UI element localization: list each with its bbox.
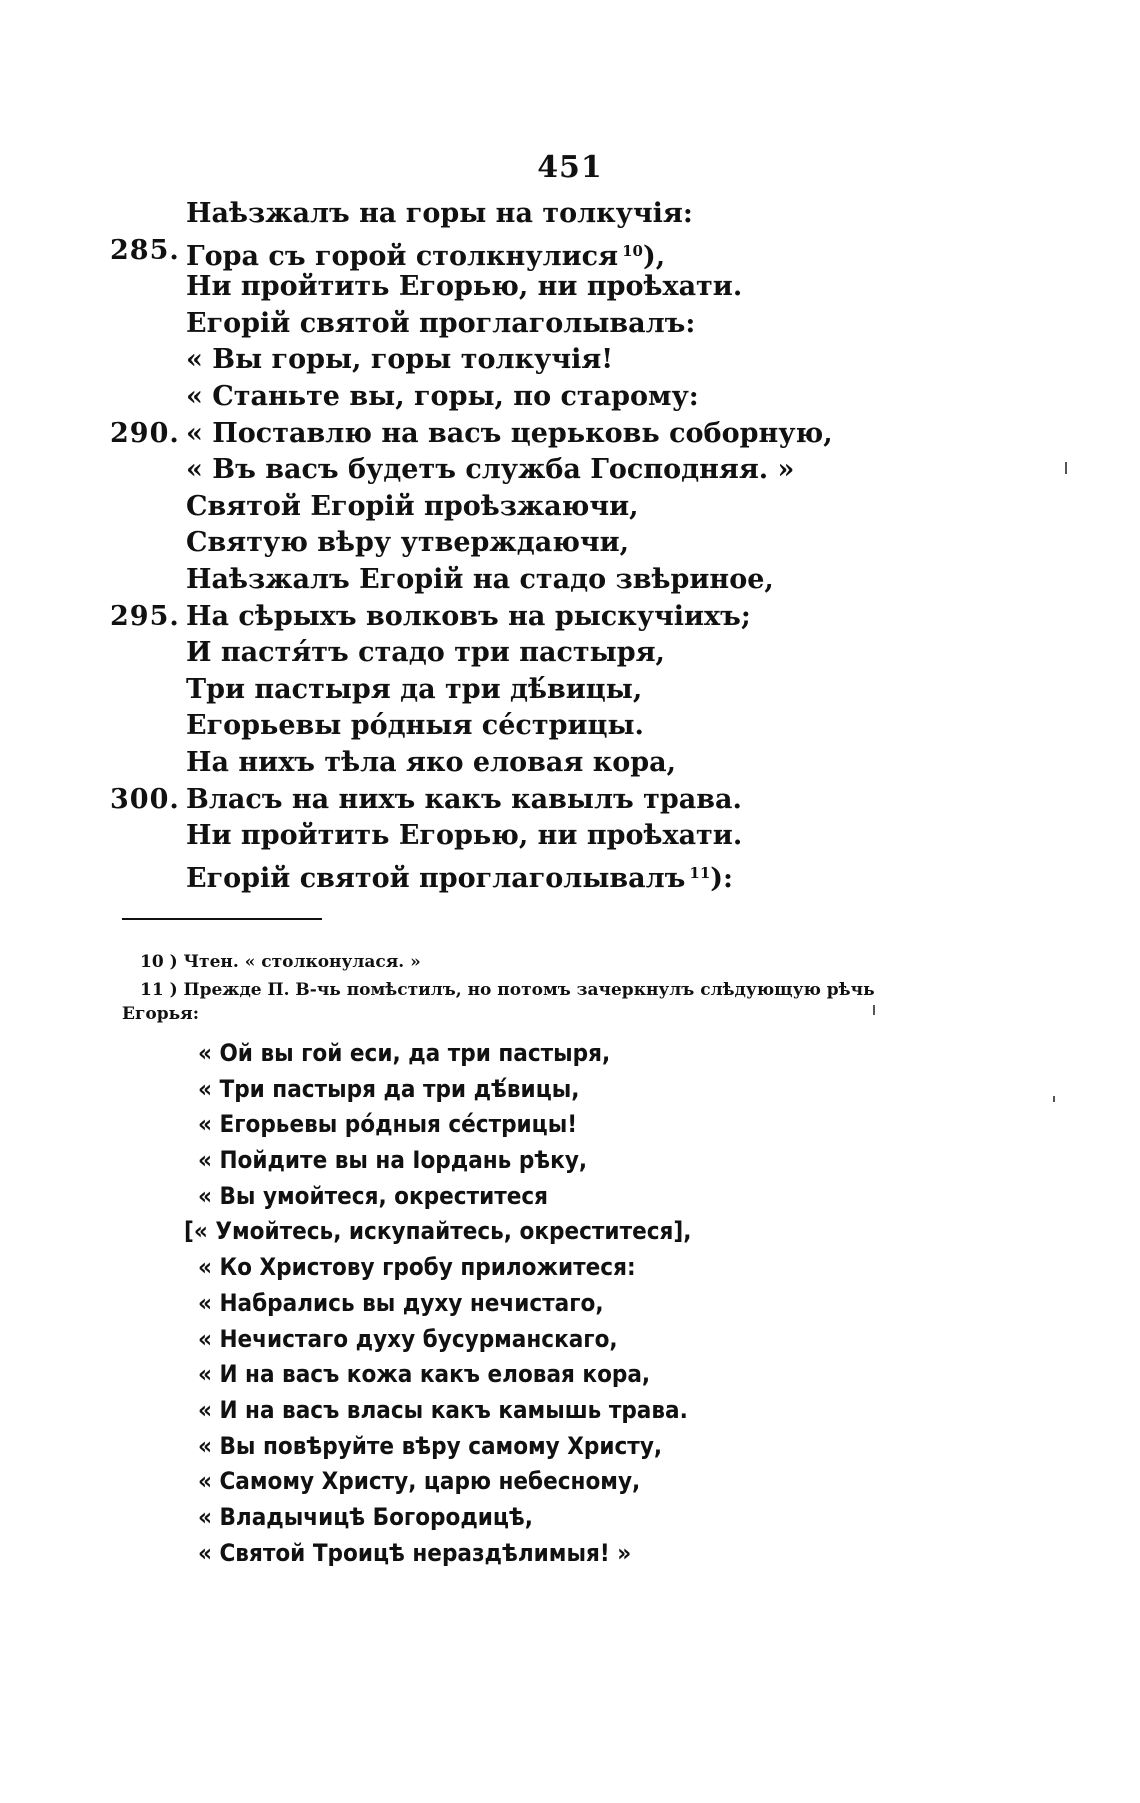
verse-line [0, 379, 1140, 416]
verse-text-body: Ни пройтить Егорью, ни проѣхати. [186, 820, 743, 852]
verse-text-body: Егорій святой проглаголывалъ: [186, 307, 696, 339]
verse-number: 290. [110, 417, 180, 449]
verse-line [0, 635, 1140, 672]
footnote-verse-line [0, 1357, 1140, 1393]
verse-line [0, 708, 1140, 745]
print-speck [873, 1005, 875, 1015]
verse-text-body: Святую вѣру утверждаючи, [186, 527, 630, 559]
verse-text [186, 306, 695, 343]
footnote-verse-text: « Егорьевы ро́дныя се́стрицы! [198, 1110, 578, 1139]
verse-line [0, 269, 1140, 306]
verse-line [0, 342, 1140, 379]
footnote-reference: 11 [689, 863, 711, 882]
verse-text [186, 855, 733, 898]
footnote-verse-text: « Самому Христу, царю небесному, [198, 1467, 641, 1496]
verse-text-body: « Вы горы, горы толкучія! [186, 344, 614, 376]
verse-text-body: « Станьте вы, горы, по старому: [186, 380, 699, 412]
verse-text [186, 562, 774, 599]
footnote-verse-text: « Владычицѣ Богородицѣ, [198, 1502, 533, 1531]
verse-text-body: Наѣзжалъ на горы на толкучія: [186, 198, 693, 229]
footnote-verse-line [0, 1107, 1140, 1143]
footnote-rule [122, 918, 322, 920]
footnote-verse-text: « Три пастыря да три дѣ́вицы, [198, 1074, 580, 1103]
footnote-verse-text: [« Умойтесь, искупайтесь, окреститеся], [184, 1217, 692, 1246]
footnote-verse-text: « Нечистаго духу бусурманскаго, [198, 1324, 618, 1353]
verse-text [186, 745, 676, 782]
footnote-verse-text: « Вы умойтеся, окреститеся [198, 1181, 549, 1210]
footnote-verse-line [0, 1393, 1140, 1429]
footnote-verse-text: « Святой Троицѣ нераздѣлимыя! » [198, 1538, 632, 1567]
footnote-10: 10 ) Чтен. « столконулася. » [140, 952, 421, 972]
verse-text-body: Егорьевы ро́дныя се́стрицы. [186, 710, 644, 742]
verse-number: 295. [110, 600, 180, 632]
verse-number: 285. [110, 234, 180, 266]
footnote-verse-text: « И на васъ власы какъ камышь трава. [198, 1395, 688, 1424]
verse-line [0, 562, 1140, 599]
footnote-verse-line [0, 1036, 1140, 1072]
print-speck [1053, 1096, 1055, 1102]
verse-text [186, 818, 742, 855]
verse-text [186, 672, 642, 709]
verse-text [186, 599, 751, 636]
footnote-verse-line [0, 1500, 1140, 1536]
footnote-verse-line [0, 1214, 1140, 1250]
footnote-verse-line [0, 1143, 1140, 1179]
footnote-verse-block [0, 1036, 1140, 1571]
verse-line [0, 818, 1140, 855]
verse-text-tail: ), [642, 240, 666, 272]
footnote-verse-line [0, 1179, 1140, 1215]
footnote-verse-text: « И на васъ кожа какъ еловая кора, [198, 1360, 651, 1389]
verse-text [186, 489, 639, 526]
verse-line [0, 416, 1140, 453]
verse-text [186, 379, 699, 416]
verse-text-body: « Въ васъ будетъ служба Господняя. » [186, 454, 795, 486]
verse-text-tail: ): [710, 862, 734, 894]
verse-text-body: Три пастыря да три дѣ́вицы, [186, 673, 643, 705]
verse-line [0, 196, 1140, 233]
verse-text [186, 196, 693, 233]
verse-line [0, 452, 1140, 489]
footnote-reference: 10 [622, 241, 643, 260]
verse-text-body: Егорій святой проглаголывалъ [186, 862, 686, 894]
footnote-verse-text: « Ой вы гой еси, да три пастыря, [198, 1039, 611, 1067]
verse-text-body: На сѣрыхъ волковъ на рыскучіихъ; [186, 600, 751, 632]
verse-text [186, 635, 665, 672]
page-number: 451 [537, 150, 603, 185]
verse-line [0, 745, 1140, 782]
verse-text [186, 708, 644, 745]
verse-text-body: Святой Егорій проѣзжаючи, [186, 490, 639, 522]
verse-line [0, 855, 1140, 892]
verse-line [0, 233, 1140, 270]
verse-text [186, 269, 742, 306]
verse-text-body: Власъ на нихъ какъ кавылъ трава. [186, 783, 742, 815]
verse-text [186, 342, 613, 379]
verse-text [186, 416, 833, 453]
footnote-verse-line [0, 1250, 1140, 1286]
verse-line [0, 672, 1140, 709]
print-speck [1065, 462, 1067, 474]
verse-block [0, 196, 1140, 894]
verse-text-body: « Поставлю на васъ церьковь соборную, [186, 417, 833, 449]
verse-text-body: Гора съ горой столкнулися [186, 240, 619, 272]
verse-line [0, 599, 1140, 636]
footnote-verse-line [0, 1072, 1140, 1108]
footnote-verse-line [0, 1286, 1140, 1322]
verse-text [186, 452, 794, 489]
verse-text [186, 525, 629, 562]
verse-number: 300. [110, 783, 180, 815]
footnote-verse-text: « Набрались вы духу нечистаго, [198, 1288, 604, 1317]
verse-text-body: На нихъ тѣла яко еловая кора, [186, 746, 677, 778]
verse-text [186, 782, 742, 819]
footnote-11: 11 ) Прежде П. В-чь помѣстилъ, но потомъ зачеркнулъ слѣдующую рѣчь [140, 980, 875, 1000]
footnote-verse-line [0, 1322, 1140, 1358]
verse-text-body: Наѣзжалъ Егорій на стадо звѣриное, [186, 563, 774, 595]
footnote-verse-line [0, 1429, 1140, 1465]
footnote-verse-text: « Пойдите вы на Іордань рѣку, [198, 1146, 588, 1175]
verse-line [0, 525, 1140, 562]
verse-text-body: И пастя́тъ стадо три пастыря, [186, 637, 665, 669]
footnote-verse-line [0, 1464, 1140, 1500]
verse-text-body: Ни пройтить Егорью, ни проѣхати. [186, 271, 743, 303]
footnote-11-continuation: Егорья: [122, 1004, 199, 1024]
footnote-verse-line [0, 1536, 1140, 1572]
footnote-verse-text: « Вы повѣруйте вѣру самому Христу, [198, 1431, 663, 1460]
footnote-verse-text: « Ко Христову гробу приложитеся: [198, 1253, 636, 1282]
verse-line [0, 489, 1140, 526]
verse-line [0, 782, 1140, 819]
verse-line [0, 306, 1140, 343]
